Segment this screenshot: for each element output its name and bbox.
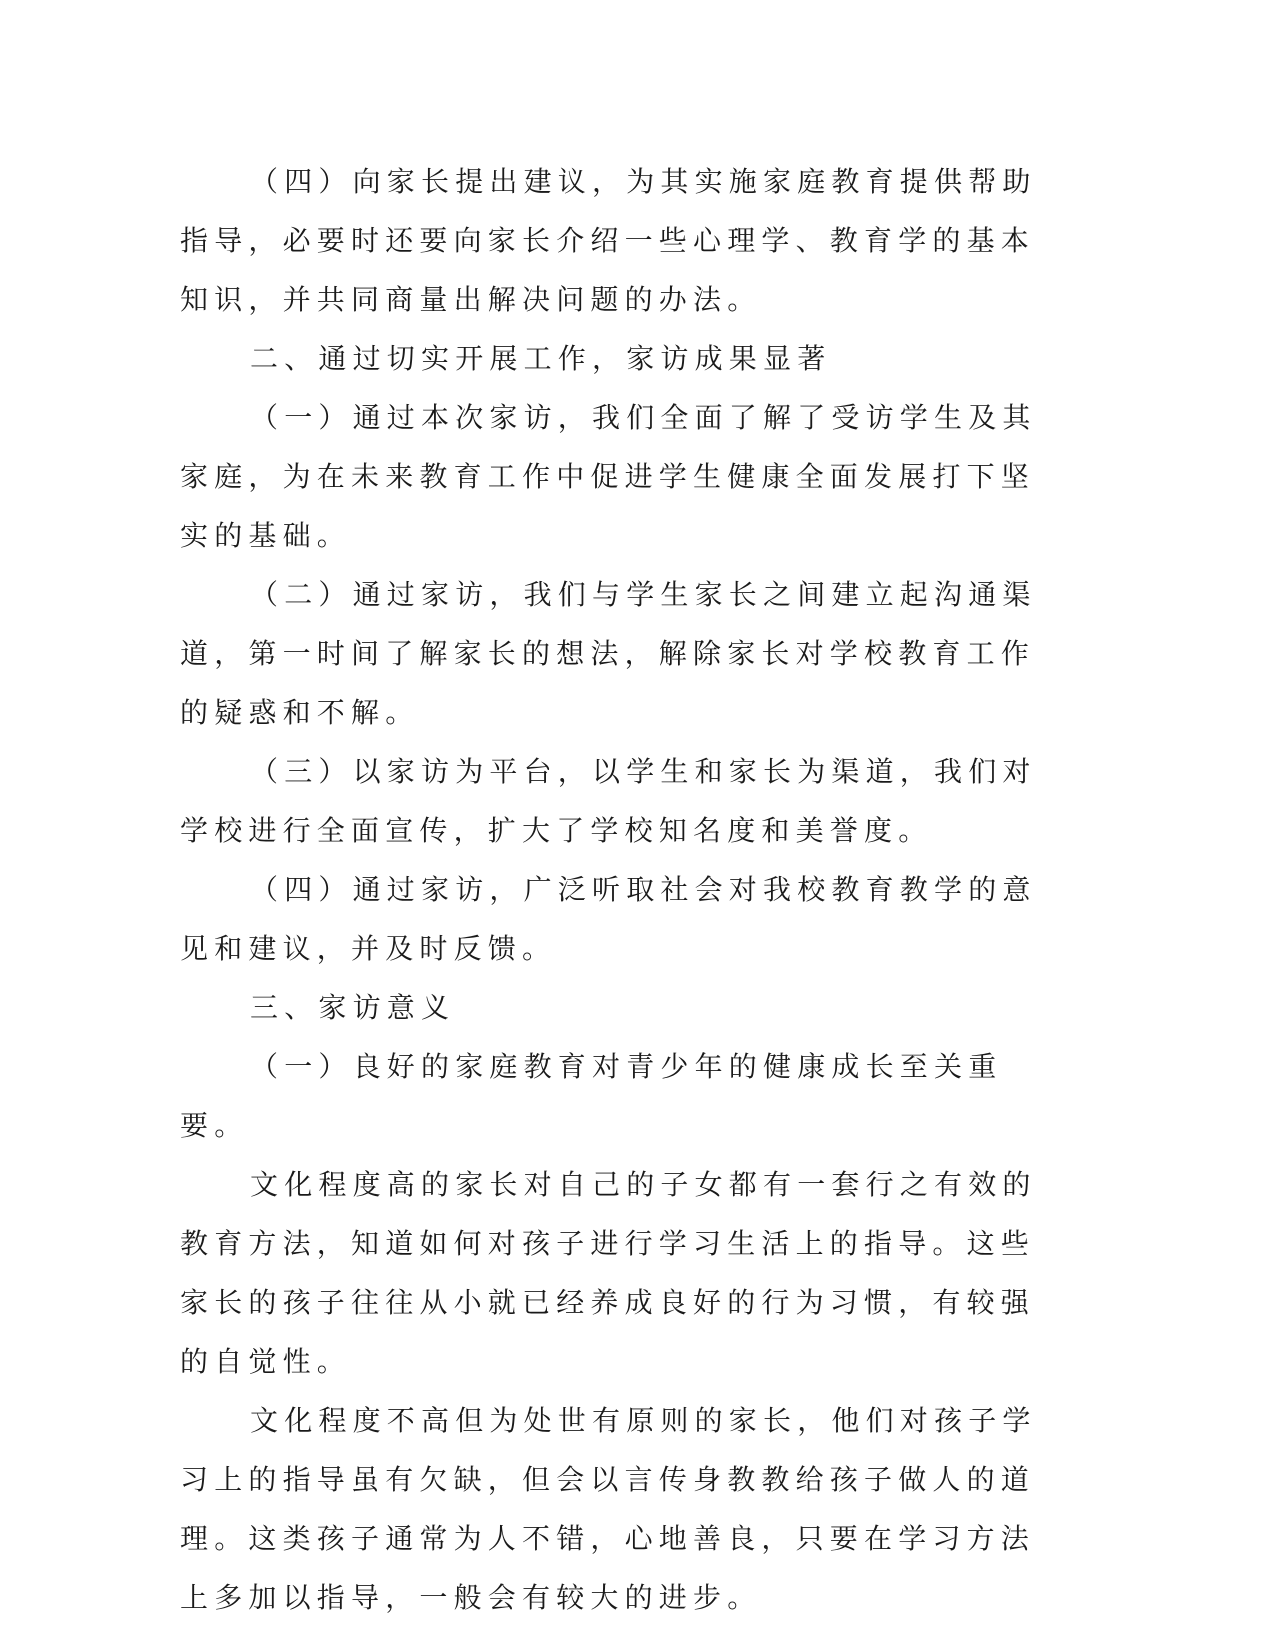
section-heading-three: 三、家访意义 bbox=[250, 991, 456, 1024]
section-heading-two: 二、通过切实开展工作，家访成果显著 bbox=[250, 342, 832, 375]
paragraph-educated-parents: 文化程度高的家长对自己的子女都有一套行之有效的教育方法，知道如何对孩子进行学习生活上的指导。这些家长的孩子往往从小就已经养成良好的行为习惯，有较强的自觉性。 bbox=[180, 1168, 1037, 1378]
paragraph-result-four: （四）通过家访，广泛听取社会对我校教育教学的意见和建议，并及时反馈。 bbox=[180, 873, 1037, 965]
paragraph-significance-one: （一）良好的家庭教育对青少年的健康成长至关重要。 bbox=[180, 1050, 1003, 1142]
paragraph-suggestions-to-parents: （四）向家长提出建议，为其实施家庭教育提供帮助指导，必要时还要向家长介绍一些心理学、教育学的基本知识，并共同商量出解决问题的办法。 bbox=[180, 165, 1037, 316]
paragraph-result-two: （二）通过家访，我们与学生家长之间建立起沟通渠道，第一时间了解家长的想法，解除家长对学校教育工作的疑惑和不解。 bbox=[180, 578, 1037, 729]
paragraph-result-one: （一）通过本次家访，我们全面了解了受访学生及其家庭，为在未来教育工作中促进学生健康全面发展打下坚实的基础。 bbox=[180, 401, 1037, 552]
paragraph-less-educated-parents: 文化程度不高但为处世有原则的家长，他们对孩子学习上的指导虽有欠缺，但会以言传身教教给孩子做人的道理。这类孩子通常为人不错，心地善良，只要在学习方法上多加以指导，一般会有较大的进步。 bbox=[180, 1404, 1037, 1614]
document-body bbox=[180, 152, 1040, 1627]
paragraph-result-three: （三）以家访为平台，以学生和家长为渠道，我们对学校进行全面宣传，扩大了学校知名度和美誉度。 bbox=[180, 755, 1037, 847]
